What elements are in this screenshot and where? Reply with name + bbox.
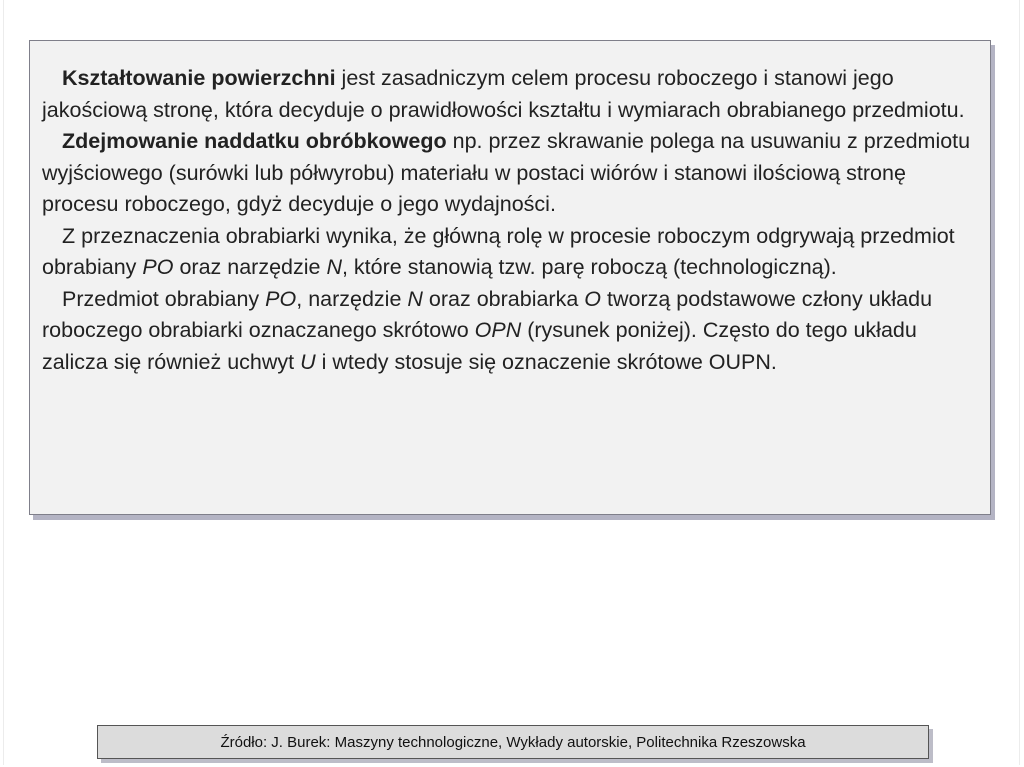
symbol-u: U bbox=[300, 349, 316, 374]
paragraph-text: Z przeznaczenia obrabiarki wynika, że główną rolę w procesie roboczym odgrywają przedmiot obrabiany bbox=[42, 223, 955, 279]
paragraph-text: oraz narzędzie bbox=[173, 255, 327, 279]
term-surface-shaping: Kształtowanie powierzchni bbox=[62, 66, 336, 90]
symbol-po: PO bbox=[265, 286, 297, 311]
paragraph-text: np. przez skrawanie polega na usuwaniu z przedmiotu wyjściowego (surówki lub półwyrobu) materiału w postaci wiórów i stanowi ilościową stronę procesu roboczego, gdyż decyduje o jego wydajności. bbox=[42, 129, 971, 216]
symbol-po: PO bbox=[142, 255, 174, 279]
symbol-n: N bbox=[326, 255, 342, 279]
paragraph-text: Przedmiot obrabiany bbox=[62, 286, 266, 311]
paragraph-text: , narzędzie bbox=[296, 286, 408, 311]
symbol-o: O bbox=[584, 286, 602, 311]
paragraph-text: , które stanowią tzw. parę roboczą (technologiczną). bbox=[341, 255, 837, 279]
paragraph-opn-system bbox=[42, 284, 976, 379]
symbol-opn: OPN bbox=[474, 318, 522, 342]
symbol-n: N bbox=[407, 286, 423, 311]
paragraph-text: i wtedy stosuje się oznaczenie skrótowe OUPN. bbox=[315, 349, 777, 374]
paragraph-text: tworzą podstawowe człony układu roboczego obrabiarki oznaczanego skrótowo bbox=[42, 286, 933, 342]
term-allowance-removal: Zdejmowanie naddatku obróbkowego bbox=[62, 129, 447, 153]
paragraph-text: (rysunek poniżej). Często do tego układu zalicza się również uchwyt bbox=[42, 318, 917, 374]
paragraph-working-pair bbox=[42, 221, 976, 284]
paragraph-surface-shaping bbox=[42, 63, 976, 126]
paragraph-text: oraz obrabiarka bbox=[422, 286, 585, 311]
paragraph-text: jest zasadniczym celem procesu roboczego i stanowi jego jakościową stronę, która decyduje o prawidłowości kształtu i wymiarach obrabianego przedmiotu. bbox=[42, 66, 965, 122]
paragraph-allowance-removal bbox=[42, 126, 976, 221]
source-citation: Źródło: J. Burek: Maszyny technologiczne, Wykłady autorskie, Politechnika Rzeszowska bbox=[97, 725, 929, 759]
main-text-box bbox=[29, 40, 991, 515]
